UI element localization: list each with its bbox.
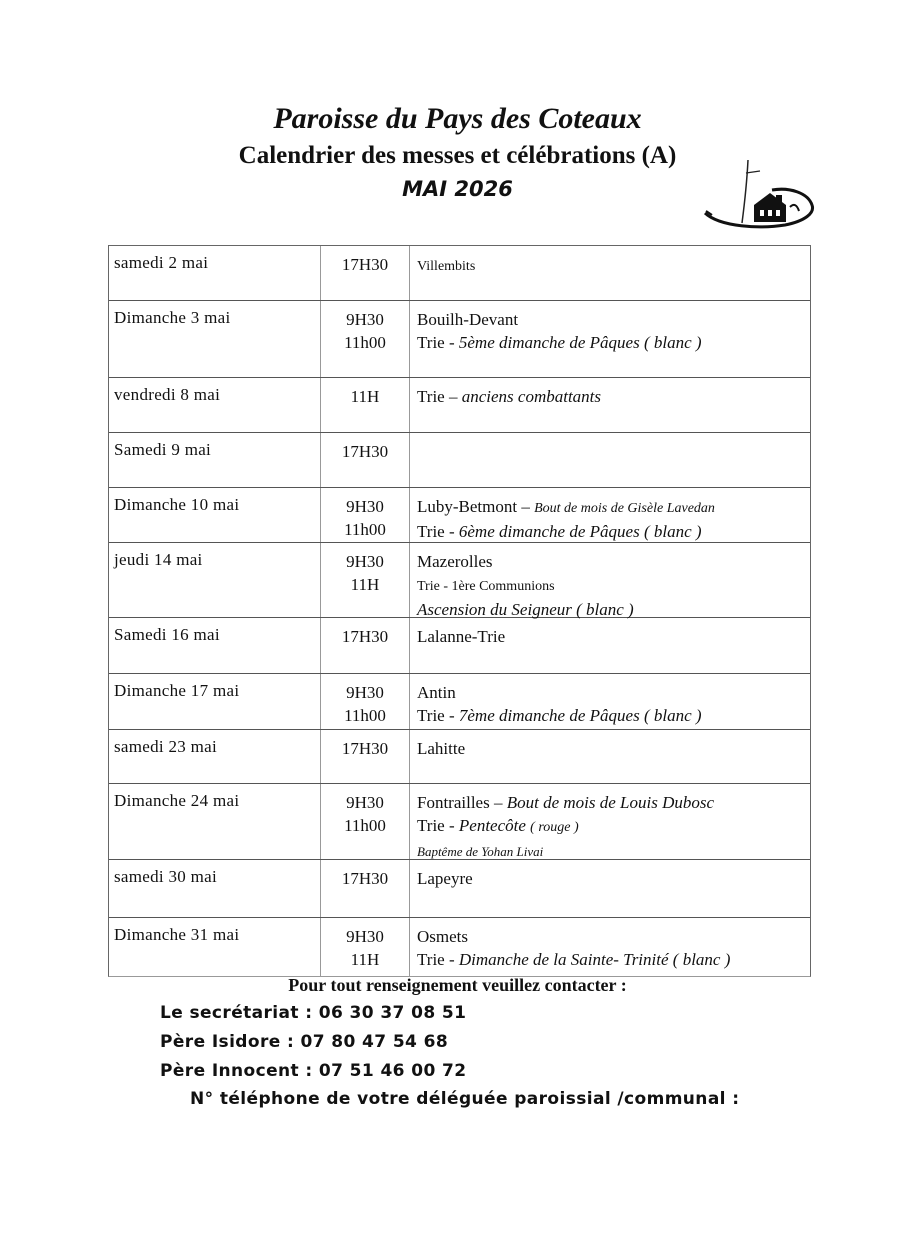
schedule-place-line [417,495,810,520]
schedule-times [321,674,410,729]
schedule-place-line [417,948,810,971]
schedule-times [321,784,410,859]
schedule-time: 17H30 [341,255,389,274]
calendar-subtitle: Calendrier des messes et célébrations (A) [238,142,677,169]
schedule-day [109,301,321,377]
schedule-day [109,674,321,729]
schedule-place-text: Trie - [417,706,459,725]
schedule-times [321,301,410,377]
schedule-day [109,730,321,783]
schedule-place-line [417,331,810,354]
schedule-time: 17H30 [341,627,389,646]
schedule-places [410,674,810,729]
schedule-place-text: Ascension du Seigneur ( blanc ) [417,600,634,619]
schedule-place-text: Bout de mois de Gisèle Lavedan [534,501,715,516]
schedule-places [410,618,810,673]
schedule-place-text: Trie - [417,816,459,835]
schedule-place-text: Luby-Betmont – [417,497,535,516]
schedule-day [109,543,321,617]
delegue-phone-text: N° téléphone de votre déléguée paroissial /communal : [190,1089,740,1109]
schedule-place-text: Antin [417,683,456,702]
schedule-place-text: ( rouge ) [530,820,579,835]
schedule-day [109,784,321,859]
schedule-day [109,488,321,542]
schedule-place-text: Lalanne-Trie [417,627,506,646]
schedule-row [109,674,810,730]
schedule-places [410,433,810,487]
schedule-time: 11H [350,950,380,969]
pere-isidore-phone-text: Père Isidore : 07 80 47 54 68 [160,1032,449,1052]
church-logo-icon [700,155,820,235]
schedule-place-text: Lapeyre [417,869,473,888]
mass-schedule-table [108,245,811,977]
schedule-place-text: Lahitte [417,739,466,758]
schedule-place-text: Trie - [417,950,459,969]
schedule-time: 9H30 [346,552,384,571]
schedule-day [109,860,321,917]
schedule-row [109,246,810,301]
schedule-place-line [417,704,810,727]
schedule-place-line [417,385,810,408]
schedule-row [109,860,810,918]
schedule-day-text: Dimanche 24 mai [114,791,240,810]
schedule-day-text: jeudi 14 mai [114,550,203,569]
schedule-places [410,543,810,617]
schedule-day-text: Samedi 9 mai [114,440,212,459]
schedule-time: 17H30 [341,442,389,461]
schedule-time: 9H30 [346,927,384,946]
schedule-place-line [417,308,810,331]
schedule-day [109,378,321,432]
schedule-place-text: Villembits [417,259,476,274]
schedule-places [410,488,810,542]
schedule-times [321,618,410,673]
schedule-time: 11h00 [344,816,386,835]
schedule-place-text: Trie – [417,387,462,406]
schedule-place-text: Mazerolles [417,552,493,571]
schedule-time: 11H [350,575,380,594]
schedule-day-text: samedi 30 mai [114,867,218,886]
schedule-time: 9H30 [346,497,384,516]
schedule-time: 11h00 [344,706,386,725]
schedule-place-line [417,681,810,704]
schedule-place-line [417,925,810,948]
schedule-places [410,860,810,917]
schedule-place-text: anciens combattants [461,387,602,406]
schedule-places [410,730,810,783]
schedule-places [410,301,810,377]
schedule-place-text: Dimanche de la Sainte- Trinité ( blanc ) [458,950,731,969]
contact-intro: Pour tout renseignement veuillez contacter : [288,975,627,995]
schedule-place-text: Osmets [417,927,468,946]
schedule-places [410,784,810,859]
schedule-row [109,918,810,976]
schedule-place-line [417,791,810,814]
schedule-place-text: Bouilh-Devant [417,310,519,329]
schedule-place-text: 5ème dimanche de Pâques ( blanc ) [458,333,702,352]
schedule-row [109,301,810,378]
schedule-place-text: 7ème dimanche de Pâques ( blanc ) [458,706,702,725]
schedule-places [410,246,810,300]
schedule-times [321,730,410,783]
schedule-place-line [417,253,810,278]
schedule-place-line [417,573,810,598]
schedule-times [321,543,410,617]
schedule-place-text: Bout de mois de Louis Dubosc [506,793,715,812]
schedule-time: 11H [350,387,380,406]
schedule-day-text: Dimanche 31 mai [114,925,240,944]
schedule-time: 11h00 [344,520,386,539]
schedule-row [109,543,810,618]
schedule-place-text: Fontrailles – [417,793,507,812]
schedule-times [321,378,410,432]
month-label: MAI 2026 [402,177,513,201]
schedule-row [109,730,810,784]
schedule-places [410,378,810,432]
schedule-row [109,784,810,860]
schedule-time: 17H30 [341,739,389,758]
schedule-place-text: Baptême de Yohan Livai [417,844,544,859]
schedule-place-line [417,737,810,760]
secretariat-phone-text: Le secrétariat : 06 30 37 08 51 [160,1003,467,1023]
schedule-day-text: Dimanche 3 mai [114,308,231,327]
schedule-day [109,433,321,487]
schedule-time: 9H30 [346,793,384,812]
schedule-row [109,378,810,433]
schedule-day [109,618,321,673]
schedule-place-text: Pentecôte [458,816,531,835]
delegue-phone-line [190,1089,739,1109]
schedule-times [321,918,410,976]
schedule-day [109,246,321,300]
schedule-day-text: samedi 23 mai [114,737,218,756]
schedule-place-text: Trie - [417,522,459,541]
schedule-day-text: Samedi 16 mai [114,625,220,644]
schedule-row [109,618,810,674]
parish-title: Paroisse du Pays des Coteaux [273,102,642,135]
schedule-day-text: Dimanche 17 mai [114,681,240,700]
schedule-day-text: vendredi 8 mai [114,385,221,404]
schedule-row [109,433,810,488]
schedule-place-line [417,550,810,573]
schedule-day-text: Dimanche 10 mai [114,495,240,514]
schedule-place-line [417,814,810,839]
schedule-day [109,918,321,976]
schedule-time: 17H30 [341,869,389,888]
schedule-times [321,433,410,487]
schedule-row [109,488,810,543]
pere-isidore-phone [160,1032,448,1052]
schedule-place-line [417,625,810,648]
schedule-times [321,246,410,300]
schedule-place-text: Trie - [417,333,459,352]
schedule-times [321,488,410,542]
schedule-day-text: samedi 2 mai [114,253,209,272]
schedule-places [410,918,810,976]
pere-innocent-phone-text: Père Innocent : 07 51 46 00 72 [160,1061,467,1081]
schedule-place-line [417,867,810,890]
secretariat-phone [160,1003,466,1023]
schedule-place-text: Trie - 1ère Communions [417,579,555,594]
pere-innocent-phone [160,1061,466,1081]
schedule-place-text: 6ème dimanche de Pâques ( blanc ) [458,522,702,541]
schedule-place-line [417,520,810,543]
schedule-time: 9H30 [346,310,384,329]
schedule-time: 9H30 [346,683,384,702]
schedule-times [321,860,410,917]
schedule-time: 11h00 [344,333,386,352]
